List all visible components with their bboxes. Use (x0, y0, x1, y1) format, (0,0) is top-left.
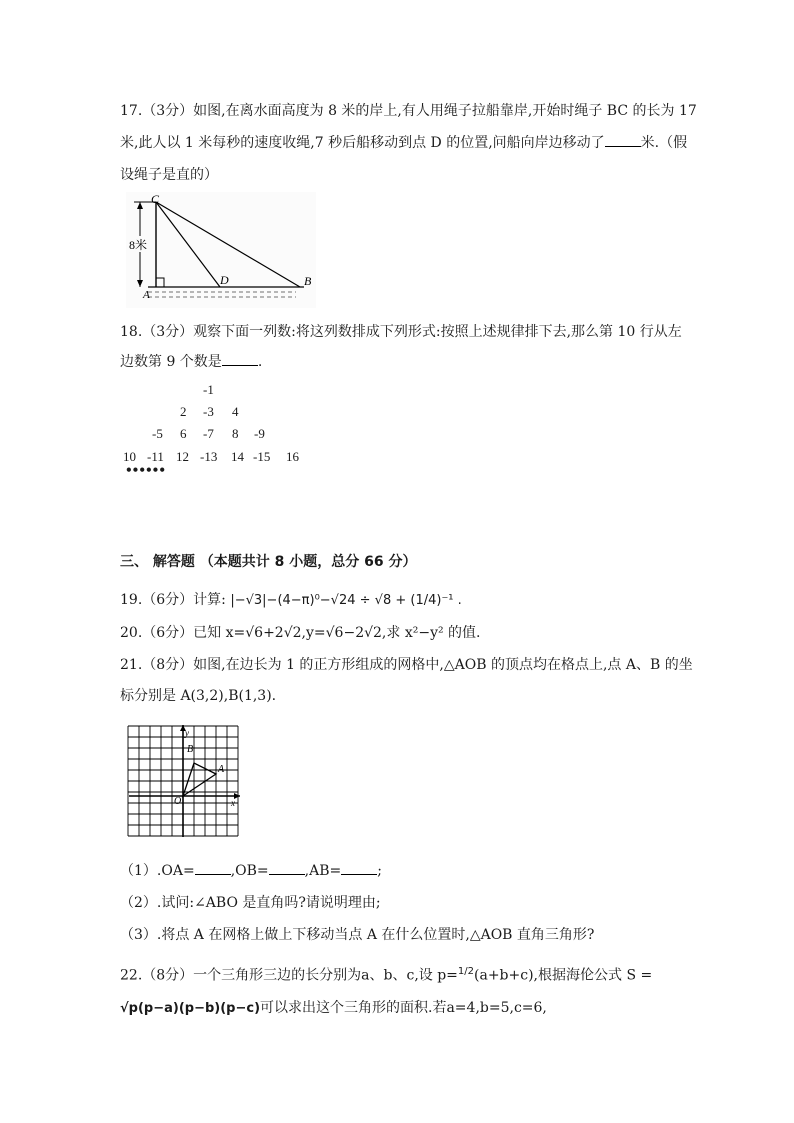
num-r3-1: -5 (152, 426, 163, 441)
q22-line2 (120, 998, 547, 1019)
q17-answer-blank[interactable] (605, 134, 641, 147)
num-r4-6: -15 (253, 449, 271, 464)
oa-blank[interactable] (195, 862, 231, 875)
q18-answer-blank[interactable] (222, 353, 258, 366)
q22-line1 (120, 962, 652, 986)
q21-sub1-end: ; (377, 863, 382, 879)
label-O: O (174, 796, 182, 807)
label-A: A (143, 289, 150, 301)
q21-grid-figure (124, 722, 244, 842)
q17-line2a: 米,此人以 1 米每秒的速度收绳,7 秒后船移动到点 D 的位置,问船向岸边移动了 (120, 135, 605, 151)
axis-label-y: y (185, 728, 189, 738)
num-r4-3: 12 (176, 449, 189, 464)
num-r2-1: 2 (180, 404, 187, 419)
section-title: 三、 解答题 （本题共计 8 小题，总分 66 分） (120, 554, 417, 570)
num-r3-2: 6 (180, 426, 187, 441)
q18-line2b: . (257, 354, 263, 370)
q22-line2b: 可以求出这个三角形的面积.若a=4,b=5,c=6, (260, 1000, 547, 1016)
triangle-AOB (183, 763, 216, 796)
q21-sub1-oa: （1）.OA= (120, 863, 195, 879)
label-C: C (151, 192, 160, 206)
q21-sub3: （3）.将点 A 在网格上做上下移动当点 A 在什么位置时,△AOB 直角三角形? (120, 927, 595, 943)
num-r4-7: 16 (286, 449, 299, 464)
q17-line1: 17.（3分）如图,在离水面高度为 8 米的岸上,有人用绳子拉船靠岸,开始时绳子 BC 的长为 17 (120, 103, 697, 119)
num-r1-1: -1 (203, 382, 214, 397)
q19-line (120, 590, 462, 611)
label-B: B (187, 744, 194, 755)
q17-line3: 设绳子是直的） (120, 167, 218, 183)
num-r3-3: -7 (203, 426, 214, 441)
ellipsis: •••••• (125, 463, 166, 477)
label-D: D (220, 273, 229, 287)
label-B: B (304, 274, 312, 288)
q18-line2a: 边数第 9 个数是 (120, 354, 222, 370)
height-label: 8米 (129, 238, 148, 252)
num-r3-4: 8 (232, 426, 239, 441)
q21-sub1 (120, 861, 382, 881)
q20-line: 20.（6分）已知 x=√6+2√2,y=√6−2√2,求 x²−y² 的值. (120, 625, 481, 641)
q22-line1b: (a+b+c),根据海伦公式 S = (474, 967, 653, 984)
num-r4-1: 10 (123, 449, 136, 464)
num-r4-2: -11 (147, 449, 164, 464)
axis-label-x: x (231, 798, 235, 808)
q17-line2b: 米.（假 (640, 135, 688, 151)
q21-line2: 标分别是 A(3,2),B(1,3). (120, 688, 277, 704)
q19-prefix: 19.（6分）计算: (120, 592, 226, 608)
q19-expression: |−√3|−(4−π)⁰−√24 ÷ √8 + (1/4)⁻¹ . (230, 593, 462, 608)
heron-formula: √p(p−a)(p−b)(p−c) (120, 1001, 261, 1016)
q22-half: 1/2 (457, 966, 475, 977)
ab-blank[interactable] (341, 862, 377, 875)
num-r4-4: -13 (200, 449, 218, 464)
num-r3-5: -9 (254, 426, 265, 441)
num-r2-3: 4 (232, 404, 239, 419)
q17-figure (126, 192, 316, 308)
num-r4-5: 14 (231, 449, 244, 464)
q21-sub1-ab: ,AB= (304, 863, 342, 879)
q22-line1a: 22.（8分）一个三角形三边的长分别为a、b、c,设 p= (120, 967, 458, 984)
label-A: A (218, 764, 225, 775)
q18-line1: 18.（3分）观察下面一列数:将这列数排成下列形式:按照上述规律排下去,那么第 10 行从左 (120, 324, 682, 340)
num-r2-2: -3 (203, 404, 214, 419)
ob-blank[interactable] (269, 862, 305, 875)
q21-sub1-ob: ,OB= (230, 863, 269, 879)
q17-line2 (120, 133, 687, 153)
q18-line2 (120, 352, 262, 372)
q21-line1: 21.（8分）如图,在边长为 1 的正方形组成的网格中,△AOB 的顶点均在格点上,点 A、B 的坐 (120, 657, 693, 673)
q21-sub2: （2）.试问:∠ABO 是直角吗?请说明理由; (120, 895, 381, 911)
